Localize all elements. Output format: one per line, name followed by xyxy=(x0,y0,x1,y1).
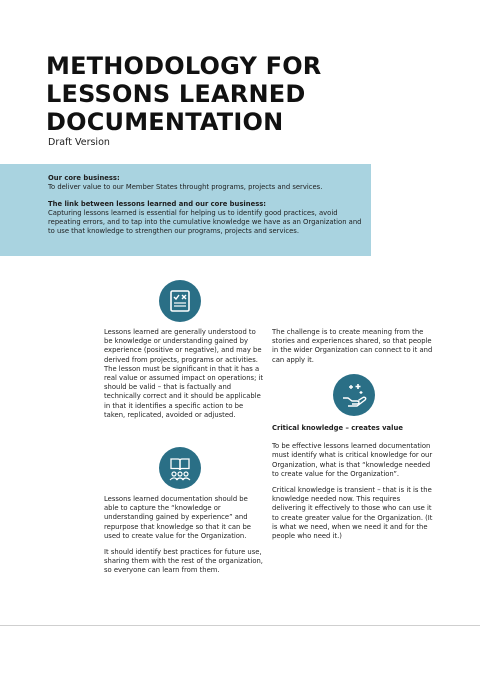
lessons-definition-paragraph: Lessons learned are generally understood to be knowledge or understanding gained by experience (positive or negative), and may be derived from projects, programs or activities. The lesson must be significant in that it has a real value or assumed impact on operations; it should be valid – that is factually and technically correct and it should be applicable in that it identifies a specific action to be taken, replicated, avoided or adjusted. xyxy=(104,328,264,419)
link-text: Capturing lessons learned is essential for helping us to identify good practices, avoid repeating errors, and to tap into the cumulative knowledge we have as an Organization and to use that knowledge to strengthen our programs, projects and services. xyxy=(48,208,362,236)
left-column-bottom xyxy=(104,495,264,576)
best-practices-paragraph: It should identify best practices for future use, sharing them with the rest of the organization, so everyone can learn from them. xyxy=(104,548,263,575)
hand-care-icon xyxy=(333,374,375,416)
documentation-capture-paragraph: Lessons learned documentation should be able to capture the “knowledge or understanding gained by experience” and repurpose that knowledge so that it can be used to create value for the Organization. xyxy=(104,495,251,540)
critical-knowledge-heading: Critical knowledge – creates value xyxy=(272,424,403,432)
subtitle: Draft Version xyxy=(48,137,110,148)
core-business-heading: Our core business: xyxy=(48,174,120,182)
core-business-text: To deliver value to our Member States throught programs, projects and services. xyxy=(48,183,323,192)
right-column-bottom xyxy=(272,424,434,541)
title-line-2: LESSONS LEARNED xyxy=(46,80,306,108)
core-business-band xyxy=(0,164,371,256)
transient-knowledge-paragraph: Critical knowledge is transient – that is it is the knowledge needed now. This requires delivering it effectively to those who can use it to create greater value for the Organization. (It is what we need, when we need it and for the people who need it.) xyxy=(272,486,433,541)
page-title xyxy=(46,52,466,136)
title-line-1: METHODOLOGY FOR xyxy=(46,52,322,80)
bottom-divider xyxy=(0,625,480,626)
left-column-top xyxy=(104,328,264,420)
band-content xyxy=(48,174,364,237)
link-heading: The link between lessons learned and our core business: xyxy=(48,199,267,208)
title-line-3: DOCUMENTATION xyxy=(46,108,284,136)
right-column-top xyxy=(272,328,434,365)
challenge-paragraph: The challenge is to create meaning from the stories and experiences shared, so that people in the wider Organization can connect to it and can apply it. xyxy=(272,328,433,364)
checklist-icon xyxy=(159,280,201,322)
reading-group-icon xyxy=(159,447,201,489)
effective-documentation-paragraph: To be effective lessons learned documentation must identify what is critical knowledge for our Organization, what is that “knowledge needed to create value for the Organization”. xyxy=(272,442,433,478)
